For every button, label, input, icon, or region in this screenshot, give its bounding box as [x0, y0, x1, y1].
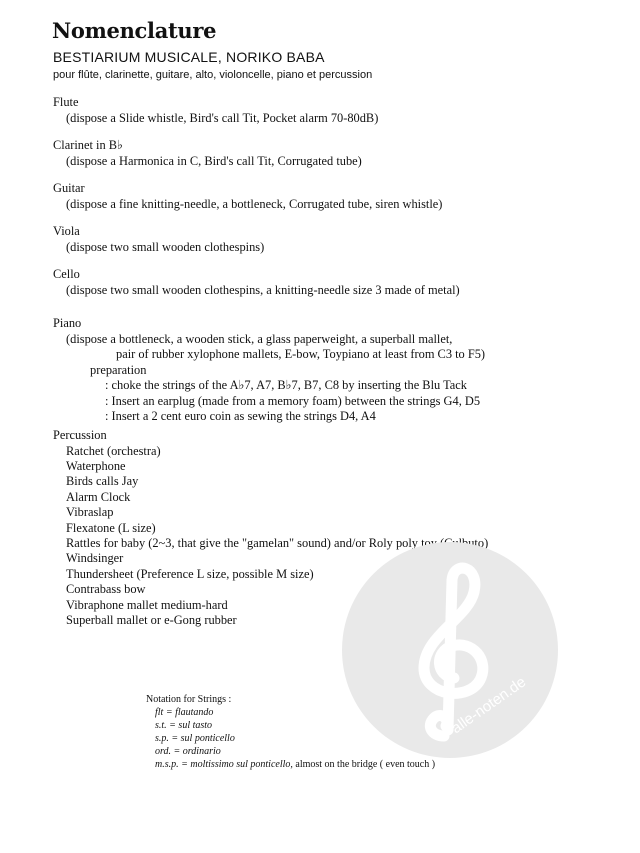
list-item: Vibraslap [66, 505, 114, 520]
instrument-block [53, 224, 264, 255]
list-item: Superball mallet or e-Gong rubber [66, 612, 237, 627]
instrument-block [53, 267, 460, 298]
list-item: Windsinger [66, 551, 124, 566]
notation-abbr: s.p. [155, 732, 169, 744]
instrument-dispose: (dispose two small wooden clothespins, a knitting-needle size 3 made of metal) [66, 282, 460, 297]
notation-abbr: flt [155, 706, 164, 718]
instrument-dispose: (dispose two small wooden clothespins) [66, 239, 265, 254]
page-title: Nomenclature [52, 18, 217, 43]
notation-equals: = [171, 745, 183, 757]
piano-block [53, 316, 485, 425]
notation-row [146, 707, 435, 720]
work-title: BESTIARIUM MUSICALE, NORIKO BABA [53, 49, 325, 65]
notation-equals: = [163, 706, 176, 718]
instrument-name: Guitar [53, 181, 85, 195]
notation-row [146, 733, 435, 746]
notation-extra: almost on the bridge ( even touch ) [292, 758, 436, 770]
preparation-item: : choke the strings of the A♭7, A7, B♭7, B7, C8 by inserting the Blu Tack [105, 378, 467, 392]
list-item: Birds calls Jay [66, 474, 139, 489]
list-item: Alarm Clock [66, 489, 131, 504]
list-item: Thundersheet (Preference L size, possible M size) [66, 566, 314, 581]
notation-equals: = [168, 732, 181, 744]
list-item: Contrabass bow [66, 582, 146, 597]
list-item: Rattles for baby (2~3, that give the "gamelan" sound) and/or Roly poly toy (Culbuto) [66, 535, 489, 550]
instrument-name: Viola [53, 224, 80, 238]
preparation-label: preparation [90, 362, 147, 377]
notation-equals: = [166, 719, 179, 731]
notation-abbr: ord. [155, 745, 172, 757]
list-item: Flexatone (L size) [66, 520, 156, 535]
instrument-name: Cello [53, 267, 80, 281]
list-item: Vibraphone mallet medium-hard [66, 597, 228, 612]
instrument-name: Flute [53, 95, 79, 109]
notation-abbr: s.t. [155, 719, 167, 731]
watermark-text: alle-noten.de [448, 673, 530, 738]
preparation-item: : Insert an earplug (made from a memory foam) between the strings G4, D5 [105, 393, 481, 408]
notation-equals: = [178, 758, 191, 770]
notation-abbr: m.s.p. [155, 758, 179, 770]
instrument-name: Piano [53, 316, 82, 330]
notation-meaning: moltissimo sul ponticello, [190, 758, 293, 770]
notation-heading: Notation for Strings : [146, 694, 232, 705]
notation-row [146, 746, 435, 759]
instrument-dispose-continued: pair of rubber xylophone mallets, E-bow, Toypiano at least from C3 to F5) [116, 347, 486, 361]
instrument-block [53, 138, 362, 169]
instrumentation-line: pour flûte, clarinette, guitare, alto, violoncelle, piano et percussion [53, 69, 373, 81]
list-item: Waterphone [66, 458, 126, 473]
notation-meaning: sul ponticello [180, 732, 235, 744]
instrument-dispose: (dispose a fine knitting-needle, a bottleneck, Corrugated tube, siren whistle) [66, 196, 443, 211]
notation-meaning: flautando [175, 706, 214, 718]
list-item: Ratchet (orchestra) [66, 443, 161, 458]
notation-row [146, 759, 435, 772]
instrument-dispose: (dispose a Slide whistle, Bird's call Tit, Pocket alarm 70-80dB) [66, 110, 379, 125]
instrument-block [53, 181, 442, 212]
notation-meaning: ordinario [182, 745, 221, 757]
notation-block [146, 694, 435, 771]
instrument-name: Percussion [53, 428, 107, 442]
preparation-item: : Insert a 2 cent euro coin as sewing the strings D4, A4 [105, 409, 376, 423]
notation-row [146, 720, 435, 733]
instrument-name: Clarinet in B♭ [53, 138, 123, 152]
instrument-dispose: (dispose a bottleneck, a wooden stick, a glass paperweight, a superball mallet, [66, 331, 453, 346]
notation-meaning: sul tasto [178, 719, 213, 731]
instrument-block [53, 95, 378, 126]
instrument-dispose: (dispose a Harmonica in C, Bird's call Tit, Corrugated tube) [66, 153, 362, 168]
